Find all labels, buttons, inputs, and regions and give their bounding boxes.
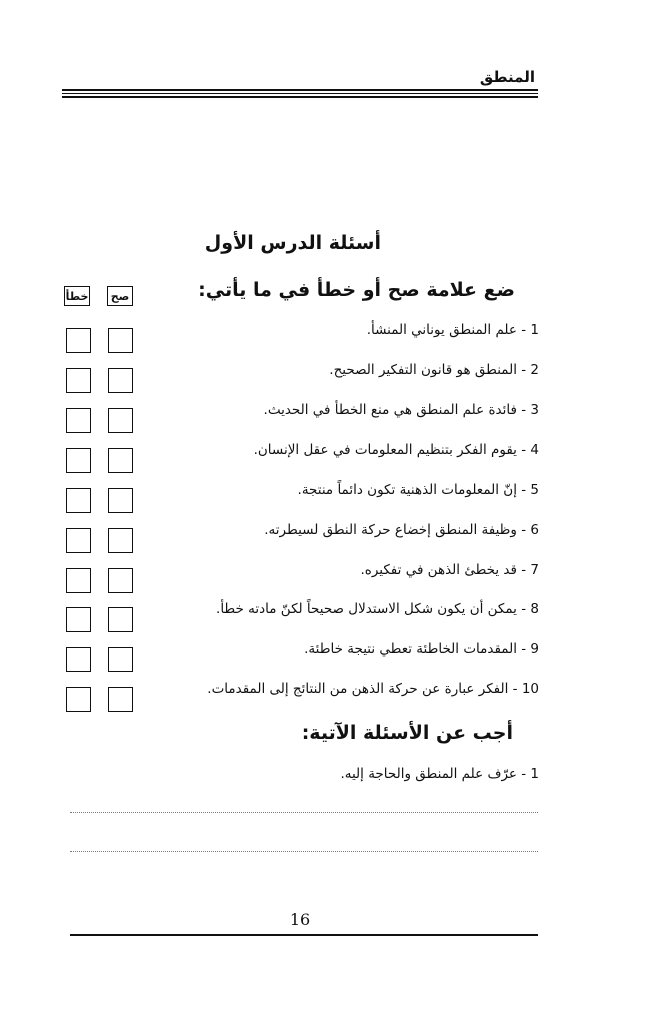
true-checkbox-6[interactable] [108,528,133,553]
statement-1: 1 - علم المنطق يوناني المنشأ. [366,322,539,338]
false-checkbox-10[interactable] [66,687,91,712]
false-checkbox-9[interactable] [66,647,91,672]
true-checkbox-1[interactable] [108,328,133,353]
question-1: 1 - عرّف علم المنطق والحاجة إليه. [340,766,539,782]
statement-3: 3 - فائدة علم المنطق هي منع الخطأ في الحديث. [263,402,539,418]
statement-2: 2 - المنطق هو قانون التفكير الصحيح. [329,362,539,378]
page-number: 16 [289,910,311,929]
answer-line-1[interactable] [70,812,538,813]
false-checkbox-3[interactable] [66,408,91,433]
false-column-label: خطأ [64,286,90,306]
answer-questions-heading: أجب عن الأسئلة الآتية: [301,722,513,744]
true-checkbox-4[interactable] [108,448,133,473]
statement-8: 8 - يمكن أن يكون شكل الاستدلال صحيحاً لكنّ مادته خطأ. [216,601,539,617]
statement-4: 4 - يقوم الفكر بتنظيم المعلومات في عقل الإنسان. [253,442,539,458]
footer-rule [70,934,538,936]
answer-line-2[interactable] [70,851,538,852]
header-rule-bottom [62,96,538,98]
true-checkbox-3[interactable] [108,408,133,433]
true-checkbox-10[interactable] [108,687,133,712]
lesson-title: أسئلة الدرس الأول [204,232,381,254]
running-header-title: المنطق [479,68,535,86]
statement-6: 6 - وظيفة المنطق إخضاع حركة النطق لسيطرته. [264,522,539,538]
false-checkbox-7[interactable] [66,568,91,593]
true-checkbox-2[interactable] [108,368,133,393]
true-checkbox-9[interactable] [108,647,133,672]
statement-7: 7 - قد يخطئ الذهن في تفكيره. [360,562,539,578]
statement-5: 5 - إنّ المعلومات الذهنية تكون دائماً منتجة. [297,482,539,498]
statement-10: 10 - الفكر عبارة عن حركة الذهن من النتائج إلى المقدمات. [207,681,539,697]
true-false-instruction: ضع علامة صح أو خطأ في ما يأتي: [198,279,515,301]
true-checkbox-8[interactable] [108,607,133,632]
true-checkbox-5[interactable] [108,488,133,513]
false-checkbox-8[interactable] [66,607,91,632]
header-rule-top [62,89,538,91]
true-column-label: صح [107,286,133,306]
statement-9: 9 - المقدمات الخاطئة تعطي نتيجة خاطئة. [304,641,539,657]
header-rule-middle [62,93,538,94]
false-checkbox-2[interactable] [66,368,91,393]
true-checkbox-7[interactable] [108,568,133,593]
false-checkbox-4[interactable] [66,448,91,473]
false-checkbox-1[interactable] [66,328,91,353]
false-checkbox-5[interactable] [66,488,91,513]
false-checkbox-6[interactable] [66,528,91,553]
